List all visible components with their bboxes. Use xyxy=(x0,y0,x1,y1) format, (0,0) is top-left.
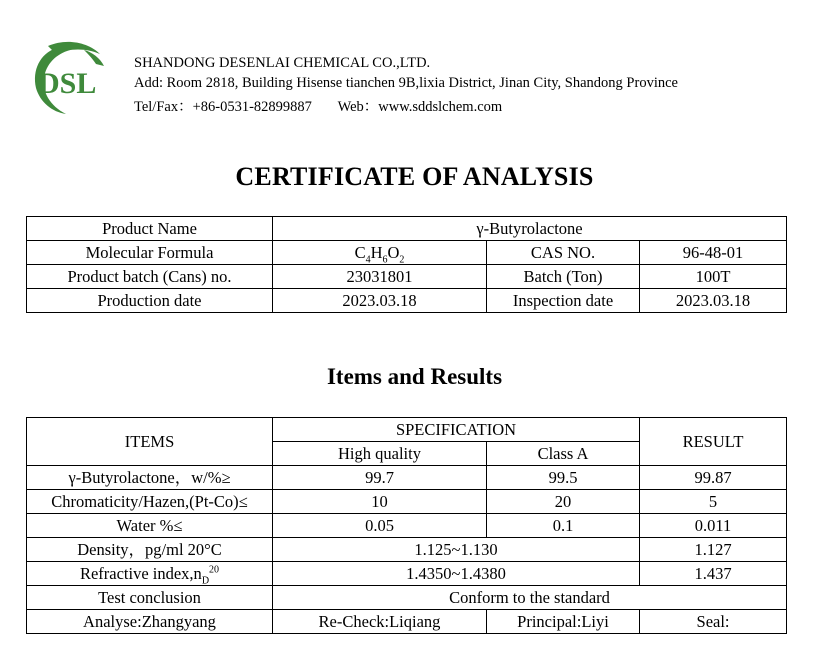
product-name-value: γ-Butyrolactone xyxy=(273,217,787,241)
section-title: Items and Results xyxy=(326,364,503,389)
batch-ton-label: Batch (Ton) xyxy=(487,265,640,289)
production-date-label: Production date xyxy=(27,289,273,313)
logo-text: DSL xyxy=(38,67,97,100)
result-cell: 5 xyxy=(640,490,787,514)
formula-label: Molecular Formula xyxy=(27,241,273,265)
document-title: CERTIFICATE OF ANALYSIS xyxy=(235,162,594,191)
item-cell: γ-Butyrolactone，w/%≥ xyxy=(27,466,273,490)
high-quality-header: High quality xyxy=(273,442,487,466)
result-cell: 1.437 xyxy=(640,562,787,586)
analyse-signature: Analyse:Zhangyang xyxy=(27,610,273,634)
dsl-logo xyxy=(26,40,126,118)
principal-signature: Principal:Liyi xyxy=(487,610,640,634)
item-cell: Density，pg/ml 20°C xyxy=(27,538,273,562)
result-cell: 1.127 xyxy=(640,538,787,562)
batch-no-label: Product batch (Cans) no. xyxy=(27,265,273,289)
items-header: ITEMS xyxy=(27,418,273,466)
high-quality-cell: 99.7 xyxy=(273,466,487,490)
table-row xyxy=(27,241,787,265)
batch-no-value: 23031801 xyxy=(273,265,487,289)
class-a-cell: 20 xyxy=(487,490,640,514)
recheck-signature: Re-Check:Liqiang xyxy=(273,610,487,634)
company-contact xyxy=(134,95,502,116)
item-cell: Water %≤ xyxy=(27,514,273,538)
company-web: Web：www.sddslchem.com xyxy=(337,99,503,115)
batch-ton-value: 100T xyxy=(640,265,787,289)
item-cell: Refractive $index,n_D^{20}$ xyxy=(27,562,273,586)
letterhead xyxy=(26,40,806,120)
cas-value: 96-48-01 xyxy=(640,241,787,265)
table-row xyxy=(27,289,787,313)
product-info-table xyxy=(26,216,787,313)
company-name: SHANDONG DESENLAI CHEMICAL CO.,LTD. xyxy=(134,55,431,71)
inspection-date-label: Inspection date xyxy=(487,289,640,313)
results-table xyxy=(26,417,787,634)
table-row xyxy=(27,538,787,562)
table-row xyxy=(27,610,787,634)
conclusion-value: Conform to the standard xyxy=(273,586,787,610)
table-row xyxy=(27,217,787,241)
table-row xyxy=(27,490,787,514)
item-cell: Chromaticity/Hazen,(Pt-Co)≤ xyxy=(27,490,273,514)
product-name-label: Product Name xyxy=(27,217,273,241)
company-tel: Tel/Fax：+86-0531-82899887 xyxy=(134,99,312,115)
inspection-date-value: 2023.03.18 xyxy=(640,289,787,313)
class-a-cell: 99.5 xyxy=(487,466,640,490)
conclusion-label: Test conclusion xyxy=(27,586,273,610)
spec-cell: 1.4350~1.4380 xyxy=(273,562,640,586)
table-row xyxy=(27,514,787,538)
formula-value: $C_4H_6O_2$ xyxy=(273,241,487,265)
table-header-row xyxy=(27,418,787,442)
table-row xyxy=(27,586,787,610)
spec-cell: 1.125~1.130 xyxy=(273,538,640,562)
table-row xyxy=(27,562,787,586)
seal-cell: Seal: xyxy=(640,610,787,634)
cas-label: CAS NO. xyxy=(487,241,640,265)
spec-header: SPECIFICATION xyxy=(273,418,640,442)
result-cell: 99.87 xyxy=(640,466,787,490)
high-quality-cell: 0.05 xyxy=(273,514,487,538)
result-header: RESULT xyxy=(640,418,787,466)
production-date-value: 2023.03.18 xyxy=(273,289,487,313)
class-a-cell: 0.1 xyxy=(487,514,640,538)
table-row xyxy=(27,265,787,289)
class-a-header: Class A xyxy=(487,442,640,466)
high-quality-cell: 10 xyxy=(273,490,487,514)
result-cell: 0.011 xyxy=(640,514,787,538)
table-row xyxy=(27,466,787,490)
company-address: Add: Room 2818, Building Hisense tianchen 9B,lixia District, Jinan City, Shandong Province xyxy=(134,75,678,91)
